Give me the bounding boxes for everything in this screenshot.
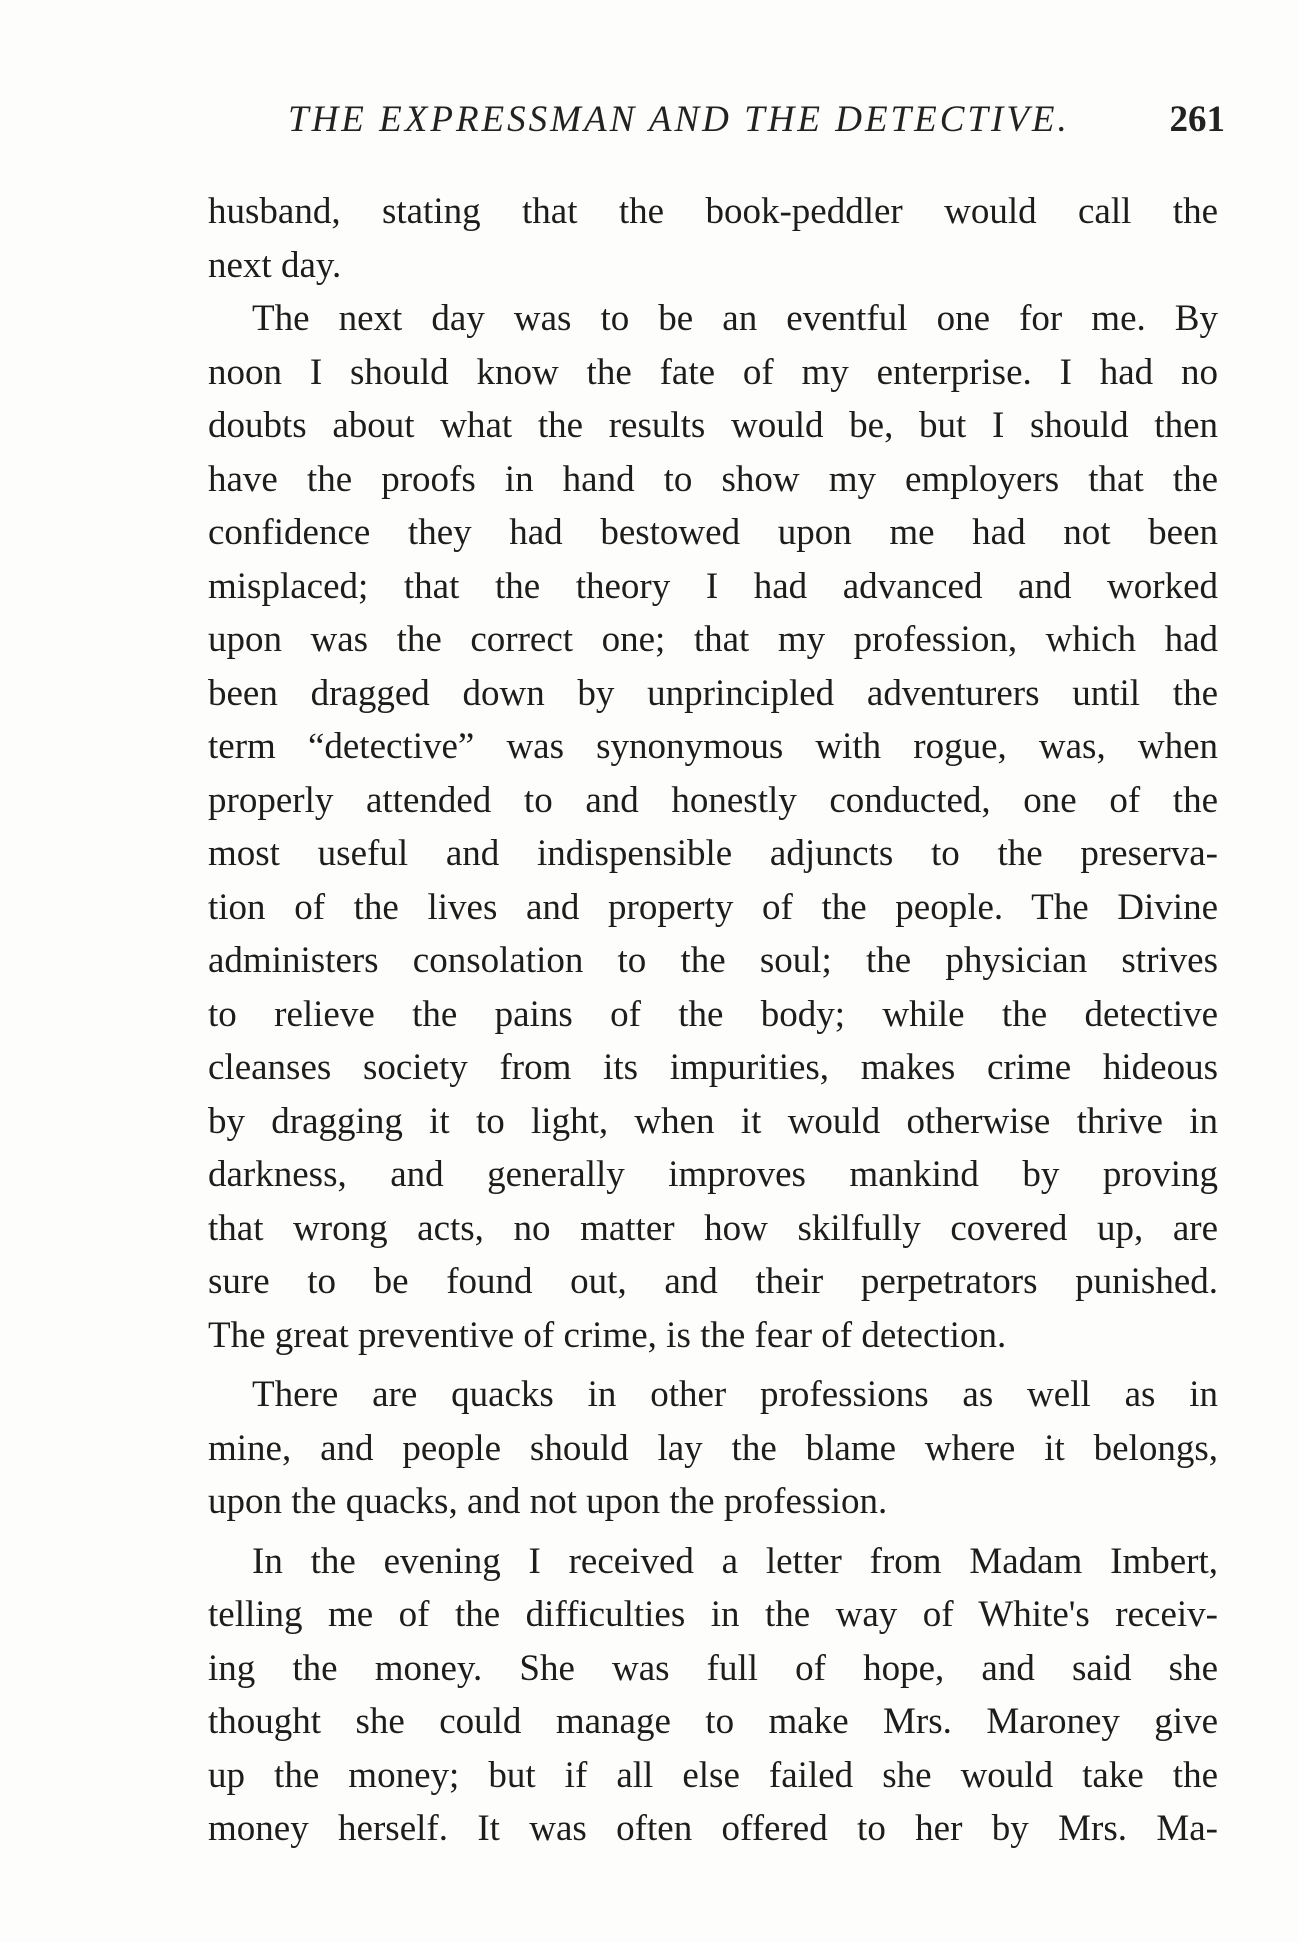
text-line: term “detective” was synonymous with rogue, was, when: [208, 726, 1218, 767]
text-line: sure to be found out, and their perpetrators punished.: [208, 1261, 1218, 1302]
text-line: properly attended to and honestly conducted, one of the: [208, 779, 1218, 821]
text-line: noon I should know the fate of my enterprise. I had no: [208, 351, 1218, 393]
text-line: that wrong acts, no matter how skilfully covered up, are: [208, 1207, 1218, 1249]
body-text: [208, 185, 1218, 1856]
text-line: most useful and indispensible adjuncts to the preserva-: [208, 833, 1218, 874]
text-line: darkness, and generally improves mankind by proving: [208, 1154, 1218, 1195]
text-line: telling me of the difficulties in the way of White's receiv-: [208, 1594, 1218, 1635]
text-line: next day.: [208, 244, 342, 286]
text-line: to relieve the pains of the body; while the detective: [208, 993, 1218, 1035]
text-line: been dragged down by unprincipled adventurers until the: [208, 672, 1218, 714]
text-line: money herself. It was often offered to her by Mrs. Ma-: [208, 1808, 1218, 1849]
text-line: by dragging it to light, when it would otherwise thrive in: [208, 1100, 1218, 1142]
paragraph: [208, 292, 1218, 1362]
text-line: In the evening I received a letter from Madam Imbert,: [252, 1540, 1218, 1582]
text-line: There are quacks in other professions as well as in: [252, 1374, 1218, 1415]
text-line: administers consolation to the soul; the physician strives: [208, 940, 1218, 981]
text-line: confidence they had bestowed upon me had not been: [208, 512, 1218, 553]
text-line: thought she could manage to make Mrs. Maroney give: [208, 1701, 1218, 1742]
text-line: The next day was to be an eventful one for me. By: [252, 298, 1218, 339]
text-line: upon the quacks, and not upon the profession.: [208, 1481, 888, 1522]
text-line: tion of the lives and property of the people. The Divine: [208, 886, 1218, 928]
paragraph: [208, 1535, 1218, 1856]
text-line: ing the money. She was full of hope, and said she: [208, 1647, 1218, 1689]
text-line: husband, stating that the book-peddler would call the: [208, 191, 1218, 232]
page-number: 261: [1169, 99, 1225, 140]
text-line: mine, and people should lay the blame where it belongs,: [208, 1427, 1218, 1469]
text-line: have the proofs in hand to show my employers that the: [208, 458, 1218, 500]
text-line: doubts about what the results would be, but I should then: [208, 405, 1218, 446]
text-line: upon was the correct one; that my profession, which had: [208, 619, 1218, 660]
paragraph: [208, 185, 1218, 292]
text-line: The great preventive of crime, is the fear of detection.: [208, 1314, 1007, 1356]
paragraph: [208, 1368, 1218, 1529]
text-line: cleanses society from its impurities, makes crime hideous: [208, 1047, 1218, 1088]
running-title: THE EXPRESSMAN AND THE DETECTIVE.: [288, 99, 1070, 140]
running-header: [270, 98, 1225, 146]
text-line: misplaced; that the theory I had advanced and worked: [208, 565, 1218, 607]
text-line: up the money; but if all else failed she would take the: [208, 1754, 1218, 1796]
